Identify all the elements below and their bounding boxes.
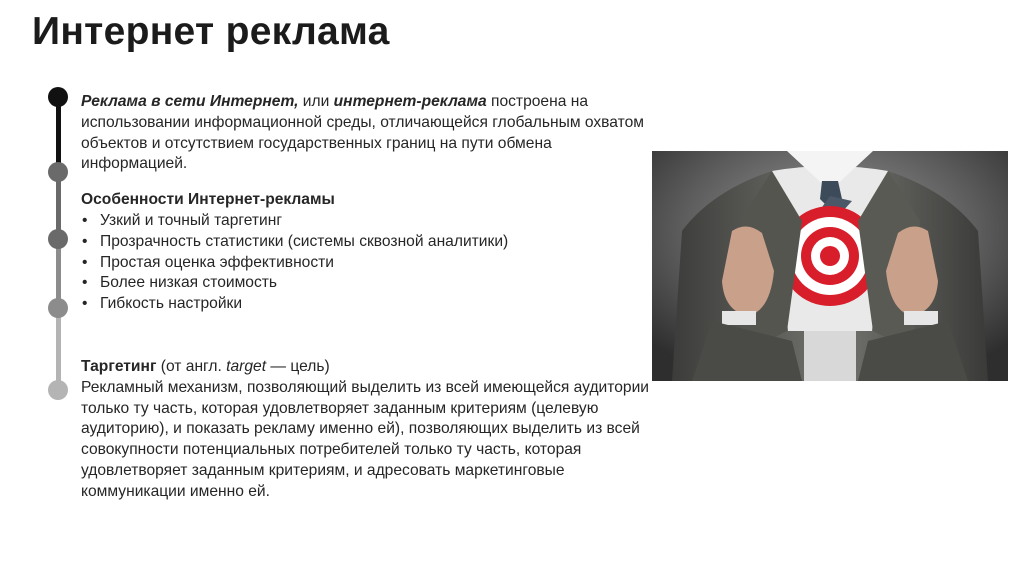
businessman-target-image xyxy=(652,151,1008,381)
list-item: • Простая оценка эффективности xyxy=(81,253,661,274)
timeline-segment xyxy=(56,96,61,172)
intro-term-1: Реклама в сети Интернет, xyxy=(81,93,299,110)
features-list xyxy=(81,211,661,315)
slide-text xyxy=(81,92,661,503)
intro-text: построена на использовании информационной среды, отличающейся глобальным охватом объектов и отсутствием государственных границ на пути обмена информацией. xyxy=(81,93,644,173)
list-item: • Прозрачность статистики (системы сквозной аналитики) xyxy=(81,232,661,253)
targeting-title-line xyxy=(81,357,661,378)
features-heading: Особенности Интернет-рекламы xyxy=(81,191,335,209)
timeline-dot xyxy=(48,229,68,249)
targeting-paren-open: (от англ. xyxy=(156,357,227,375)
list-item: • Узкий и точный таргетинг xyxy=(81,211,661,232)
timeline-dot xyxy=(48,87,68,107)
targeting-english: target xyxy=(226,357,267,375)
timeline-segment xyxy=(56,308,61,390)
intro-connector: или xyxy=(298,93,334,110)
slide-title: Интернет реклама xyxy=(32,10,390,53)
targeting-paren-close: — цель) xyxy=(266,357,330,375)
timeline-dot xyxy=(48,380,68,400)
targeting-heading: Таргетинг xyxy=(81,357,157,375)
list-item: • Гибкость настройки xyxy=(81,294,661,315)
list-item: • Более низкая стоимость xyxy=(81,273,661,294)
intro-paragraph xyxy=(81,92,661,175)
businessman-illustration xyxy=(652,151,1008,381)
timeline-dot xyxy=(48,298,68,318)
targeting-definition: Рекламный механизм, позволяющий выделить из всей имеющейся аудитории только ту часть, которая удовлетворяет заданным критериям (целевую аудиторию), и показать рекламу именно ей), позволяющих выделить из всей совокупности потенциальных потребителей только ту часть, которая удовлетворяет заданным критериям, и адресовать маркетинговые коммуникации именно ей. xyxy=(81,378,649,500)
timeline-dot xyxy=(48,162,68,182)
intro-term-2: интернет-реклама xyxy=(333,93,487,110)
